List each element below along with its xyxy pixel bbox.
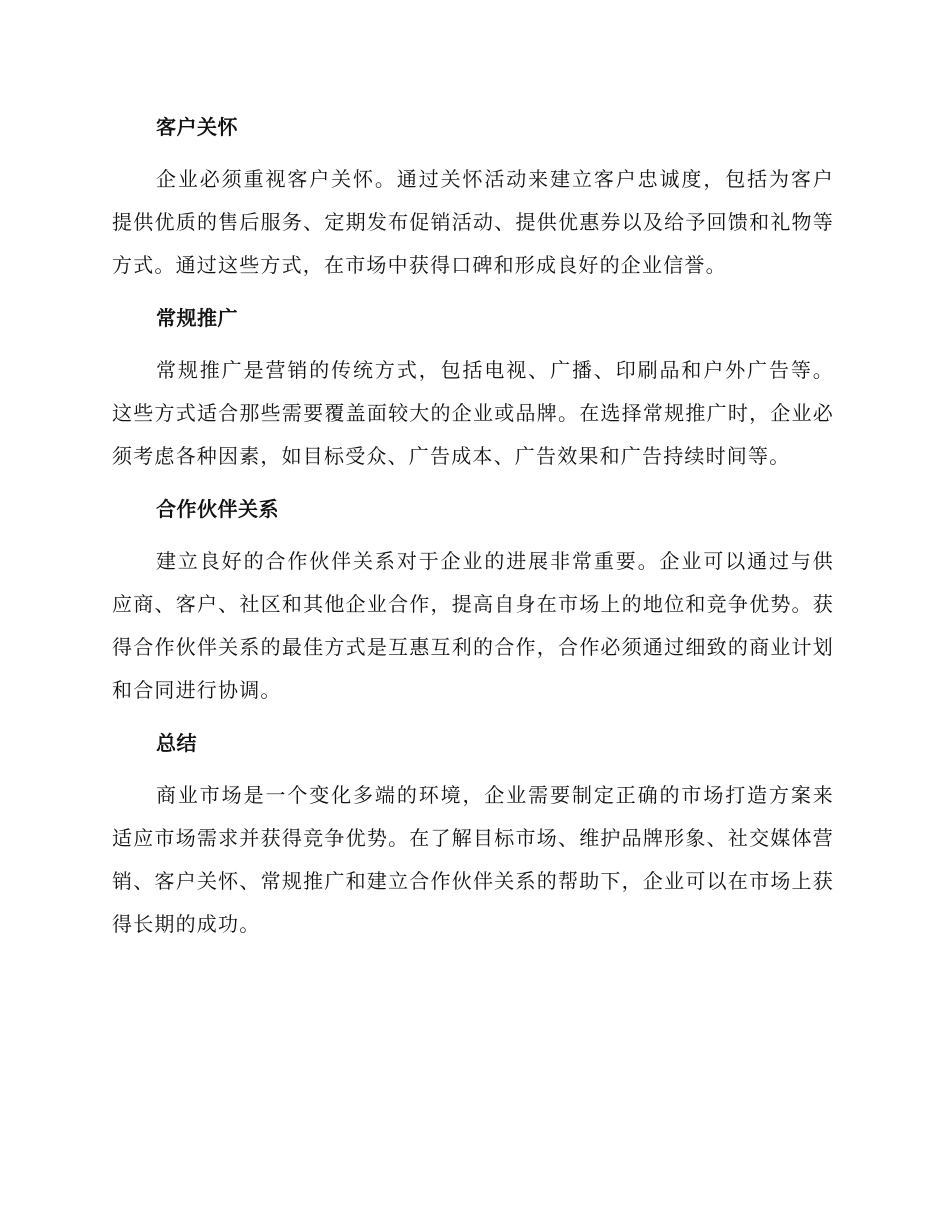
section-summary — [112, 724, 834, 946]
section-paragraph: 常规推广是营销的传统方式，包括电视、广播、印刷品和户外广告等。这些方式适合那些需要覆盖面较大的企业或品牌。在选择常规推广时，企业必须考虑各种因素，如目标受众、广告成本、广告效果和广告持续时间等。 — [112, 358, 834, 468]
section-heading: 合作伙伴关系 — [156, 497, 279, 521]
section-partnerships — [112, 490, 834, 712]
section-paragraph: 企业必须重视客户关怀。通过关怀活动来建立客户忠诚度，包括为客户提供优质的售后服务、定期发布促销活动、提供优惠券以及给予回馈和礼物等方式。通过这些方式，在市场中获得口碑和形成良好的企业信誉。 — [112, 167, 834, 277]
section-paragraph: 商业市场是一个变化多端的环境，企业需要制定正确的市场打造方案来适应市场需求并获得竞争优势。在了解目标市场、维护品牌形象、社交媒体营销、客户关怀、常规推广和建立合作伙伴关系的帮助下，企业可以在市场上获得长期的成功。 — [112, 783, 834, 936]
document-page — [112, 108, 834, 958]
section-conventional-promotion — [112, 299, 834, 478]
section-customer-care — [112, 108, 834, 287]
section-heading: 常规推广 — [156, 306, 238, 330]
section-heading: 客户关怀 — [156, 115, 238, 139]
section-paragraph: 建立良好的合作伙伴关系对于企业的进展非常重要。企业可以通过与供应商、客户、社区和其他企业合作，提高自身在市场上的地位和竞争优势。获得合作伙伴关系的最佳方式是互惠互利的合作，合作必须通过细致的商业计划和合同进行协调。 — [112, 549, 834, 702]
section-heading: 总结 — [156, 731, 197, 755]
